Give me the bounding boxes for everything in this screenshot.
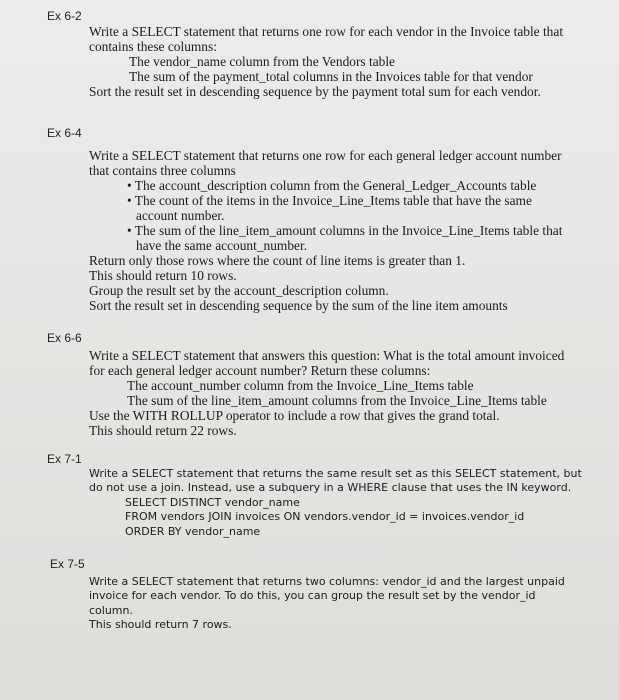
text-line: Use the WITH ROLLUP operator to include a row that gives the grand total. [89,408,500,423]
text-line: Return only those rows where the count of line items is greater than 1. [89,253,466,268]
sql-line: SELECT DISTINCT vendor_name [125,495,300,509]
exercise-label-7-5: Ex 7-5 [50,557,85,571]
exercise-label-6-6: Ex 6-6 [47,331,82,345]
exercise-6-2-text [89,24,563,99]
text-line: Sort the result set in descending sequence by the payment total sum for each vendor. [89,84,541,99]
text-line: that contains three columns [89,163,236,178]
exercise-label-6-4: Ex 6-4 [47,126,82,140]
text-line: Write a SELECT statement that answers this question: What is the total amount invoiced [89,348,565,363]
text-line: The sum of the line_item_amount columns from the Invoice_Line_Items table [127,393,547,408]
text-line: invoice for each vendor. To do this, you can group the result set by the vendor_id [89,589,536,603]
text-line: This should return 7 rows. [89,618,232,632]
text-line: The vendor_name column from the Vendors table [129,54,396,69]
exercise-6-4-text [89,148,562,313]
bullet-item: • The count of the items in the Invoice_Line_Items table that have the same [127,193,532,208]
text-line: This should return 22 rows. [89,423,237,438]
text-line: Group the result set by the account_description column. [89,283,389,298]
exercise-label-6-2: Ex 6-2 [47,9,82,23]
text-line: account number. [136,208,225,223]
text-line: have the same account_number. [136,238,308,253]
exercise-label-7-1: Ex 7-1 [47,452,82,466]
text-line: Sort the result set in descending sequence by the sum of the line item amounts [89,298,508,313]
text-line: This should return 10 rows. [89,268,237,283]
text-line: Write a SELECT statement that returns one row for each general ledger account number [89,148,562,163]
sql-line: FROM vendors JOIN invoices ON vendors.vendor_id = invoices.vendor_id [125,510,525,524]
text-line: contains these columns: [89,39,217,54]
text-line: do not use a join. Instead, use a subquery in a WHERE clause that uses the IN keyword. [89,481,572,495]
exercise-7-5-text [89,575,565,633]
bullet-item: • The account_description column from the General_Ledger_Accounts table [127,178,537,193]
exercise-6-6-text [89,348,564,438]
exercise-7-1-text [89,467,582,539]
text-line: The sum of the payment_total columns in the Invoices table for that vendor [129,69,533,84]
text-line: Write a SELECT statement that returns the same result set as this SELECT statement, but [89,467,582,480]
sql-line: ORDER BY vendor_name [125,524,261,538]
text-line: Write a SELECT statement that returns one row for each vendor in the Invoice table that [89,24,564,39]
text-line: Write a SELECT statement that returns two columns: vendor_id and the largest unpaid [89,575,565,588]
text-line: for each general ledger account number? Return these columns: [89,363,431,378]
text-line: The account_number column from the Invoice_Line_Items table [127,378,474,393]
bullet-item: • The sum of the line_item_amount columns in the Invoice_Line_Items table that [127,223,563,238]
text-line: column. [89,603,133,617]
